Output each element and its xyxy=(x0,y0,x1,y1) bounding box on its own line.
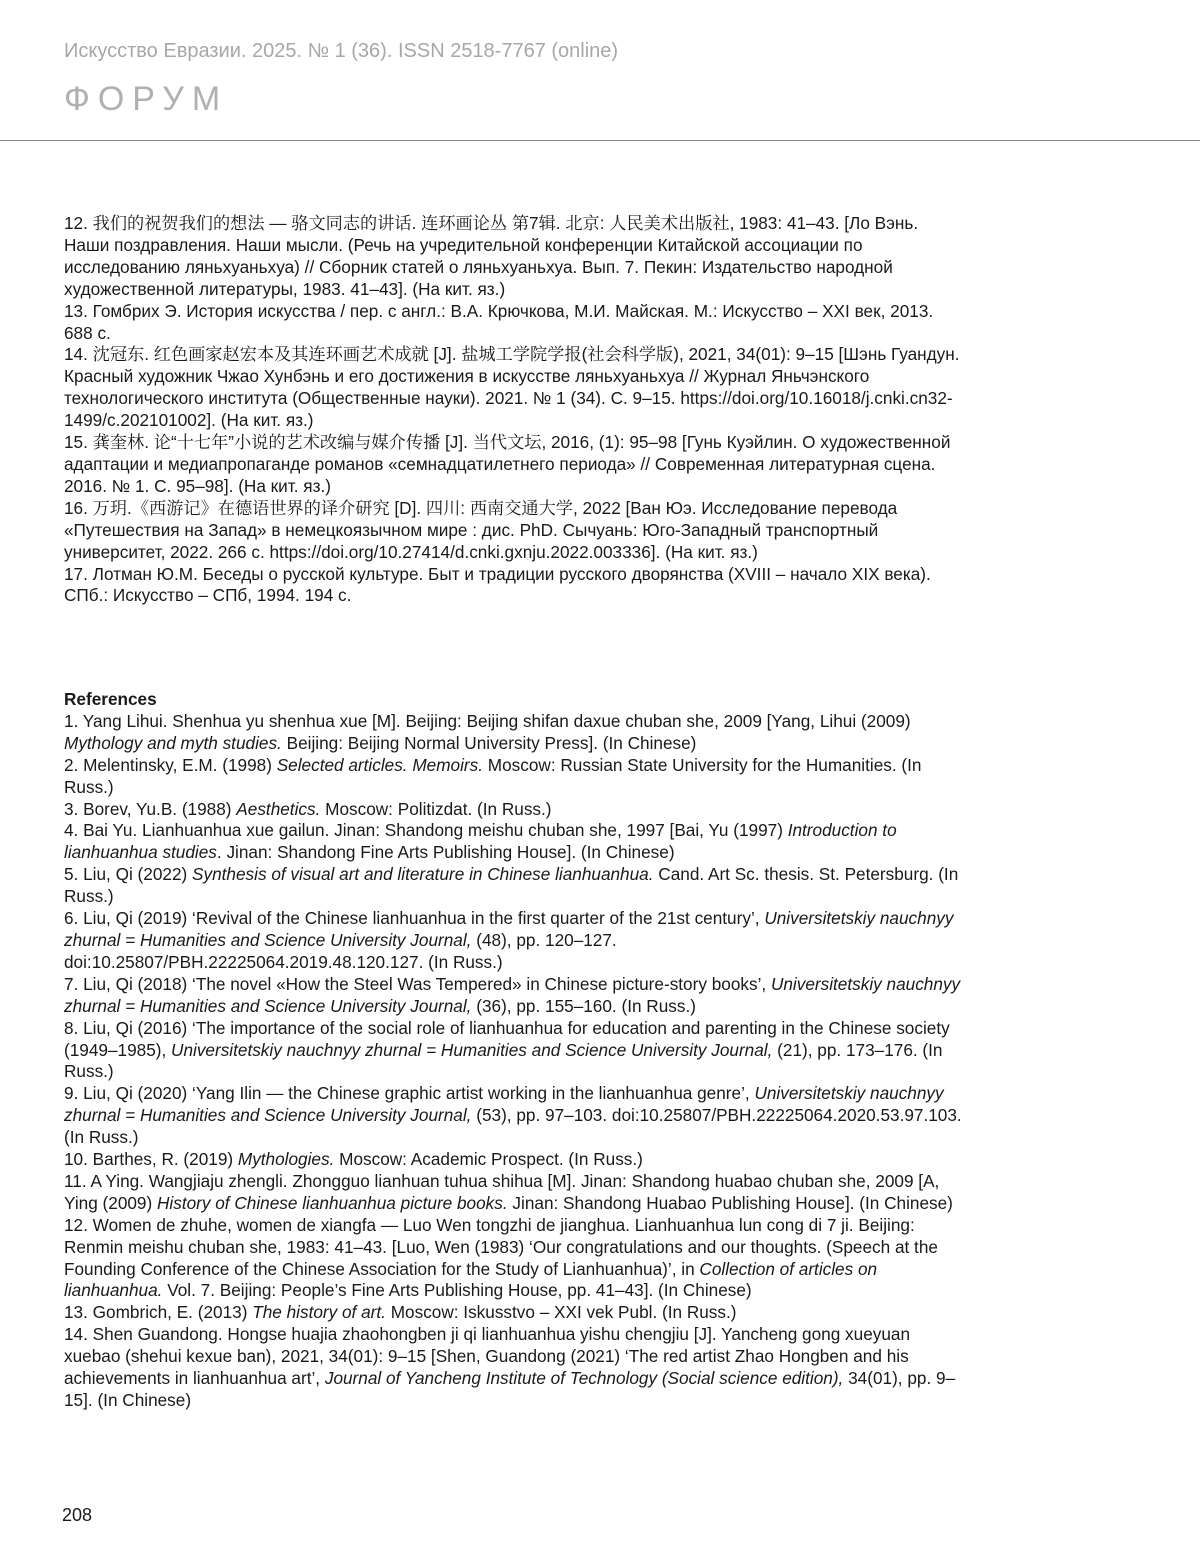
reference-text: 9. Liu, Qi (2020) ‘Yang Ilin — the Chinese graphic artist working in the lianhuanhua genre’, xyxy=(64,1083,755,1104)
reference-text: 2. Melentinsky, E.M. (1998) xyxy=(64,754,277,775)
section-title: ФОРУМ xyxy=(64,80,229,118)
reference-text: Moscow: Academic Prospect. (In Russ.) xyxy=(334,1149,643,1170)
page-header xyxy=(0,0,1200,141)
reference-title-italic: Universitetskiy nauchnyy zhurnal = Humanities and Science University Journal, xyxy=(64,908,954,950)
reference-text: 12. Women de zhuhe, women de xiangfa — Luo Wen tongzhi de jianghua. Lianhuanhua lun cong di 7 ji. Beijing: Renmin meishu chuban she, 1983: 41–43. [Luo, Wen (1983) ‘Our congratulations and our thoughts. (Speech at the Founding Conference of the Chinese Association for the Study of Lianhuanhua)’, in xyxy=(64,1214,938,1279)
reference-title-italic: Aesthetics. xyxy=(236,798,321,819)
reference-item xyxy=(64,1324,964,1412)
reference-text: 10. Barthes, R. (2019) xyxy=(64,1149,238,1170)
reference-item xyxy=(64,864,964,908)
reference-item xyxy=(64,1018,964,1084)
reference-text: 14. Shen Guandong. Hongse huajia zhaohongben ji qi lianhuanhua yishu chengjiu [J]. Yancheng gong xueyuan xuebao (shehui kexue ban), 2021, 34(01): 9–15 [Shen, Guandong (2021) ‘The red artist Zhao Hongben and his achievements in lianhuanhua art’, xyxy=(64,1324,911,1389)
reference-text: 16. 万玥.《西游记》在德语世界的译介研究 [D]. 四川: 西南交通大学, 2022 [Ван Юэ. Исследование перевода «Путешествия на Запад» в немецкоязычном мире : дис. PhD. Сычуань: Юго-Западный транспортный университет, 2022. 266 с. https://doi.org/10.27414/d.cnki.gxnju.2022.003336]. (На кит. яз.) xyxy=(64,497,898,562)
reference-text: . Jinan: Shandong Fine Arts Publishing House]. (In Chinese) xyxy=(216,842,675,863)
references-heading: References xyxy=(64,689,157,709)
reference-title-italic: Mythology and myth studies. xyxy=(64,732,282,753)
reference-title-italic: Universitetskiy nauchnyy zhurnal = Humanities and Science University Journal, xyxy=(64,1083,944,1126)
reference-text: (21), pp. 173–176. (In Russ.) xyxy=(64,1039,943,1082)
reference-item xyxy=(64,213,964,301)
reference-text: Jinan: Shandong Huabao Publishing House]. (In Chinese) xyxy=(507,1192,953,1213)
reference-item xyxy=(64,301,964,345)
reference-item xyxy=(64,498,964,564)
reference-item xyxy=(64,1171,964,1215)
page-number: 208 xyxy=(62,1505,93,1525)
reference-item xyxy=(64,799,964,821)
reference-text: Moscow: Russian State University for the Humanities. (In Russ.) xyxy=(64,754,922,797)
reference-title-italic: Synthesis of visual art and literature in Chinese lianhuanhua. xyxy=(192,864,654,885)
reference-text: 14. 沈冠东. 红色画家赵宏本及其连环画艺术成就 [J]. 盐城工学院学报(社会科学版), 2021, 34(01): 9–15 [Шэнь Гуандун. Красный художник Чжао Хунбэнь и его достижения в искусстве ляньхуаньхуа // Журнал Яньчэнского технологического института (Общественные науки). 2021. № 1 (34). С. 9–15. https://doi.org/10.16018/j.cnki.cn32-1499/c.202101002]. (На кит. яз.) xyxy=(64,344,960,431)
reference-text: 1. Yang Lihui. Shenhua yu shenhua xue [M]. Beijing: Beijing shifan daxue chuban she, 2009 [Yang, Lihui (2009) xyxy=(64,710,911,731)
reference-item xyxy=(64,908,964,974)
reference-text: Moscow: Iskusstvo – XXI vek Publ. (In Russ.) xyxy=(385,1302,737,1323)
journal-citation-line: Искусство Евразии. 2025. № 1 (36). ISSN 2518-7767 (online) xyxy=(64,40,619,62)
reference-text: 5. Liu, Qi (2022) xyxy=(64,864,193,885)
reference-text: 7. Liu, Qi (2018) ‘The novel «How the Steel Was Tempered» in Chinese picture-story books’, xyxy=(64,973,771,994)
reference-text: 15. 龚奎林. 论“十七年”小说的艺术改编与媒介传播 [J]. 当代文坛, 2016, (1): 95–98 [Гунь Куэйлин. О художественной адаптации и медиапропаганде романов «семнадцатилетнего периода» // Современная литературная сцена. 2016. № 1. С. 95–98]. (На кит. яз.) xyxy=(64,432,951,496)
references-ru-items xyxy=(64,213,964,607)
reference-item xyxy=(64,711,964,755)
reference-text: 17. Лотман Ю.М. Беседы о русской культуре. Быт и традиции русского дворянства (XVIII – начало XIX века). СПб.: Искусство – СПб, 1994. 194 с. xyxy=(64,563,931,606)
reference-text: Beijing: Beijing Normal University Press]. (In Chinese) xyxy=(281,732,697,753)
reference-item xyxy=(64,755,964,799)
reference-text: (53), pp. 97–103. doi:10.25807/PBH.22225064.2020.53.97.103. (In Russ.) xyxy=(64,1105,962,1148)
reference-item xyxy=(64,344,964,432)
references-en-items xyxy=(64,711,964,1412)
reference-text: (48), pp. 120–127. doi:10.25807/PBH.22225064.2019.48.120.127. (In Russ.) xyxy=(64,929,617,972)
reference-text: 12. 我们的祝贺我们的想法 — 骆文同志的讲话. 连环画论丛 第7辑. 北京: 人民美术出版社, 1983: 41–43. [Ло Вэнь. Наши поздравления. Наши мысли. (Речь на учредительной конференции Китайской ассоциации по исследованию ляньхуаньхуа) // Сборник статей о ляньхуаньхуа. Вып. 7. Пекин: Издательство народной художественной литературы, 1983. 41–43]. (На кит. яз.) xyxy=(64,213,919,299)
reference-text: 8. Liu, Qi (2016) ‘The importance of the social role of lianhuanhua for education and parenting in the Chinese society (1949–1985), xyxy=(64,1017,950,1060)
reference-title-italic: The history of art. xyxy=(252,1302,386,1323)
reference-text: Vol. 7. Beijing: People’s Fine Arts Publishing House, pp. 41–43]. (In Chinese) xyxy=(162,1280,752,1301)
references-list-russian xyxy=(64,213,964,607)
reference-text: Cand. Art Sc. thesis. St. Petersburg. (In Russ.) xyxy=(64,864,959,907)
reference-item xyxy=(64,820,964,864)
reference-item xyxy=(64,564,964,608)
reference-title-italic: History of Chinese lianhuanhua picture books. xyxy=(157,1192,508,1213)
reference-item xyxy=(64,1083,964,1149)
reference-title-italic: Journal of Yancheng Institute of Technology (Social science edition), xyxy=(324,1368,844,1389)
reference-item xyxy=(64,432,964,498)
reference-item xyxy=(64,1149,964,1171)
reference-text: 13. Гомбрих Э. История искусства / пер. с англ.: В.А. Крючкова, М.И. Майская. М.: Искусство – XXI век, 2013. 688 с. xyxy=(64,300,934,343)
reference-text: 3. Borev, Yu.B. (1988) xyxy=(64,798,237,819)
reference-title-italic: Mythologies. xyxy=(237,1149,335,1170)
reference-text: 13. Gombrich, E. (2013) xyxy=(64,1302,253,1323)
reference-item xyxy=(64,974,964,1018)
reference-item xyxy=(64,1215,964,1303)
reference-text: (36), pp. 155–160. (In Russ.) xyxy=(471,995,696,1016)
reference-title-italic: Introduction to lianhuanhua studies xyxy=(64,820,897,863)
reference-title-italic: Selected articles. Memoirs. xyxy=(276,754,484,775)
reference-text: 6. Liu, Qi (2019) ‘Revival of the Chinese lianhuanhua in the first quarter of the 21st century’, xyxy=(64,908,765,929)
reference-item xyxy=(64,1302,964,1324)
references-section-english xyxy=(64,689,964,1412)
reference-text: 34(01), pp. 9–15]. (In Chinese) xyxy=(64,1368,956,1410)
reference-title-italic: Universitetskiy nauchnyy zhurnal = Humanities and Science University Journal, xyxy=(171,1039,773,1060)
reference-text: 4. Bai Yu. Lianhuanhua xue gailun. Jinan: Shandong meishu chuban she, 1997 [Bai, Yu (1997) xyxy=(64,820,788,841)
reference-title-italic: Collection of articles on lianhuanhua. xyxy=(64,1258,878,1301)
reference-title-italic: Universitetskiy nauchnyy zhurnal = Humanities and Science University Journal, xyxy=(64,973,961,1016)
reference-text: Moscow: Politizdat. (In Russ.) xyxy=(320,798,552,819)
reference-text: 11. A Ying. Wangjiaju zhengli. Zhongguo lianhuan tuhua shihua [M]. Jinan: Shandong huabao chuban she, 2009 [A, Ying (2009) xyxy=(64,1170,940,1213)
